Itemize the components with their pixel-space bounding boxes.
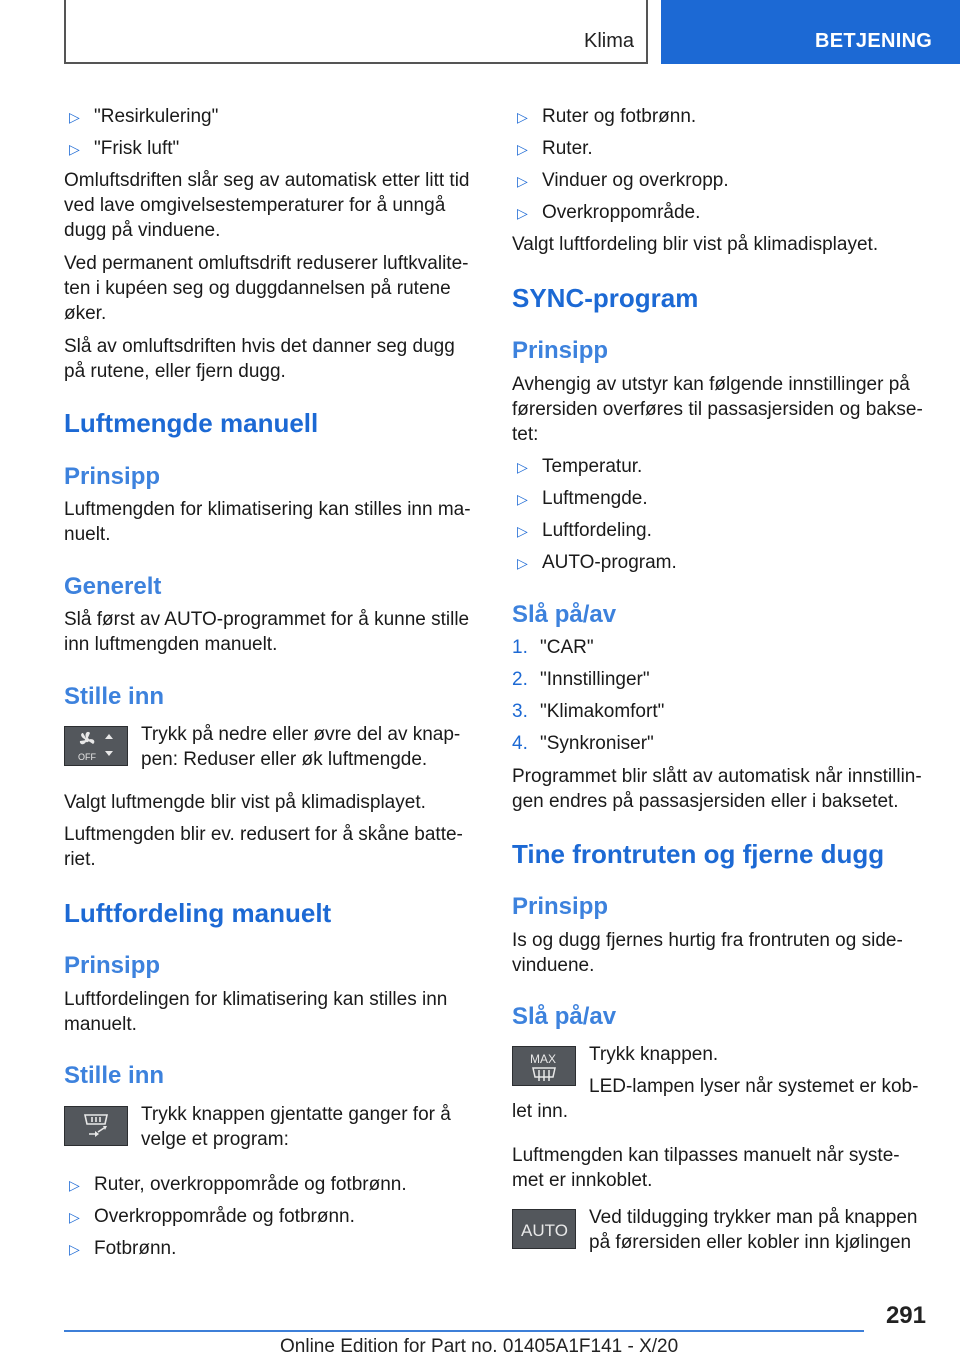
list-item: ▷ Luftfordeling. <box>512 518 652 544</box>
subheading-sla-pa-av: Slå på/av <box>512 1003 617 1030</box>
heading-luftmengde-manuell: Luftmengde manuell <box>64 408 319 438</box>
chapter-tab: BETJENING <box>661 0 960 64</box>
list-item: ▷ "Resirkulering" <box>64 104 218 130</box>
triangle-bullet-icon: ▷ <box>517 173 528 189</box>
air-distribution-icon <box>64 1106 128 1146</box>
paragraph: Valgt luftmengde blir vist på klimadisplayet. <box>64 792 426 813</box>
triangle-bullet-icon: ▷ <box>69 1209 80 1225</box>
paragraph: Slå først av AUTO-programmet for å kunne stille inn luftmengden manuelt. <box>64 609 470 655</box>
triangle-bullet-icon: ▷ <box>517 109 528 125</box>
subheading-prinsipp: Prinsipp <box>512 337 609 364</box>
paragraph: Slå av omluftsdriften hvis det danner seg dugg på rutene, eller fjern dugg. <box>64 336 455 382</box>
list-item: ▷ Overkroppområde og fotbrønn. <box>64 1204 355 1230</box>
subheading-prinsipp: Prinsipp <box>512 893 609 920</box>
paragraph: Luftmengden for klimatisering kan stilles inn ma- nuelt. <box>64 499 471 545</box>
paragraph: Is og dugg fjernes hurtig fra frontruten og side- vinduene. <box>512 930 903 976</box>
subheading-prinsipp: Prinsipp <box>64 463 161 490</box>
list-item: ▷ Vinduer og overkropp. <box>512 168 729 194</box>
icon-max-label: MAX <box>530 1052 557 1066</box>
icon-auto-label: AUTO <box>521 1221 568 1240</box>
paragraph: let inn. <box>512 1101 568 1122</box>
paragraph: Luftfordelingen for klimatisering kan stilles inn manuelt. <box>64 989 448 1035</box>
list-item: ▷ Luftmengde. <box>512 486 648 512</box>
footer-divider <box>64 1330 864 1332</box>
list-item: ▷ Ruter og fotbrønn. <box>512 104 696 130</box>
step-item: 3. "Klimakomfort" <box>512 701 665 722</box>
triangle-bullet-icon: ▷ <box>517 459 528 475</box>
list-item: ▷ Fotbrønn. <box>64 1236 176 1262</box>
subheading-generelt: Generelt <box>64 573 162 600</box>
max-defrost-icon <box>512 1046 576 1086</box>
list-item: ▷ Ruter, overkroppområde og fotbrønn. <box>64 1172 407 1198</box>
footer-edition: Online Edition for Part no. 01405A1F141 - X/20 <box>280 1336 679 1357</box>
paragraph: Avhengig av utstyr kan følgende innstillinger på førersiden overføres til passasjersiden og bakse- tet: <box>512 374 923 445</box>
list-item: ▷ Ruter. <box>512 136 593 162</box>
step-item: 4. "Synkroniser" <box>512 733 654 754</box>
page-number: 291 <box>885 1302 926 1329</box>
header-frame <box>64 0 648 64</box>
heading-luftfordeling-manuelt: Luftfordeling manuelt <box>64 898 332 928</box>
step-item: 2. "Innstillinger" <box>512 669 650 690</box>
triangle-bullet-icon: ▷ <box>517 555 528 571</box>
auto-button-icon <box>512 1209 576 1249</box>
heading-tine-frontruten: Tine frontruten og fjerne dugg <box>512 839 885 869</box>
subheading-stille-inn: Stille inn <box>64 1062 165 1089</box>
paragraph: LED-lampen lyser når systemet er kob- <box>589 1076 919 1097</box>
subheading-stille-inn: Stille inn <box>64 683 165 710</box>
triangle-bullet-icon: ▷ <box>69 1177 80 1193</box>
list-item: ▷ "Frisk luft" <box>64 136 179 162</box>
paragraph: Ved permanent omluftsdrift reduserer luftkvalite- ten i kupéen seg og duggdannelsen på rutene øker. <box>64 253 469 324</box>
paragraph: Trykk på nedre eller øvre del av knap- pen: Reduser eller øk luftmengde. <box>141 724 461 770</box>
subheading-prinsipp: Prinsipp <box>64 952 161 979</box>
paragraph: Programmet blir slått av automatisk når innstillin- gen endres på passasjersiden eller i baksetet. <box>512 766 922 812</box>
paragraph: Luftmengden kan tilpasses manuelt når syste- met er innkoblet. <box>512 1145 900 1191</box>
list-item: ▷ Overkroppområde. <box>512 200 700 226</box>
fan-button-icon <box>64 726 128 766</box>
paragraph: Valgt luftfordeling blir vist på klimadisplayet. <box>512 234 879 255</box>
triangle-bullet-icon: ▷ <box>517 523 528 539</box>
paragraph: Omluftsdriften slår seg av automatisk etter litt tid ved lave omgivelsestemperaturer for å unngå dugg på vinduene. <box>64 170 470 241</box>
triangle-bullet-icon: ▷ <box>69 109 80 125</box>
triangle-bullet-icon: ▷ <box>517 141 528 157</box>
triangle-bullet-icon: ▷ <box>69 141 80 157</box>
triangle-bullet-icon: ▷ <box>69 1241 80 1257</box>
step-item: 1. "CAR" <box>512 637 594 658</box>
paragraph: Ved tildugging trykker man på knappen på førersiden eller kobler inn kjølingen <box>589 1207 918 1253</box>
paragraph: Trykk knappen gjentatte ganger for å velge et program: <box>141 1104 451 1150</box>
section-title: Klima <box>583 30 634 52</box>
triangle-bullet-icon: ▷ <box>517 205 528 221</box>
paragraph: Trykk knappen. <box>589 1044 719 1065</box>
subheading-sla-pa-av: Slå på/av <box>512 601 617 628</box>
paragraph: Luftmengden blir ev. redusert for å skåne batte- riet. <box>64 824 463 870</box>
heading-sync-program: SYNC-program <box>512 283 699 313</box>
icon-off-label: OFF <box>78 752 96 762</box>
list-item: ▷ AUTO-program. <box>512 550 677 576</box>
triangle-bullet-icon: ▷ <box>517 491 528 507</box>
list-item: ▷ Temperatur. <box>512 454 642 480</box>
